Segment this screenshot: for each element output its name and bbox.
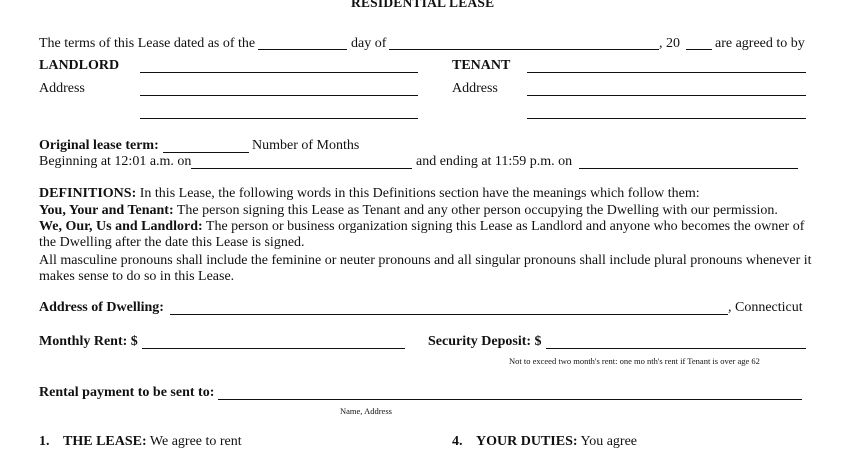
terms-suffix: are agreed to by — [715, 36, 805, 51]
lease-ending-label: and ending at 11:59 p.m. on — [416, 154, 573, 169]
page-title: RESIDENTIAL LEASE — [351, 0, 495, 10]
monthly-rent-field[interactable] — [142, 348, 405, 349]
lease-term-label: Original lease term: — [39, 138, 159, 153]
dwelling-address-suffix: , Connecticut — [728, 300, 803, 315]
lease-date-month-field[interactable] — [389, 49, 659, 50]
tenant-label: TENANT — [452, 58, 511, 73]
dwelling-address-label: Address of Dwelling: — [39, 300, 164, 315]
definition-you-term: You, Your and Tenant: — [39, 203, 174, 218]
security-deposit-label: Security Deposit: $ — [428, 334, 542, 349]
section-1-title: THE LEASE: — [63, 434, 147, 449]
definition-we-line — [39, 219, 804, 235]
terms-prefix: The terms of this Lease dated as of the — [39, 36, 256, 51]
pronouns-text-2: makes sense to do so in this Lease. — [39, 269, 235, 284]
security-deposit-field[interactable] — [546, 348, 806, 349]
lease-term-months-label: Number of Months — [252, 138, 360, 153]
definitions-intro: In this Lease, the following words in this Definitions section have the meanings which follow them: — [139, 186, 700, 201]
lease-beginning-label: Beginning at 12:01 a.m. on — [39, 154, 192, 169]
definition-you-line — [39, 203, 778, 219]
section-1-number: 1. — [39, 434, 50, 449]
lease-date-year-field[interactable] — [686, 49, 712, 50]
landlord-address-field-1[interactable] — [140, 95, 418, 96]
monthly-rent-label: Monthly Rent: $ — [39, 334, 138, 349]
landlord-label: LANDLORD — [39, 58, 120, 73]
rental-payment-field[interactable] — [218, 399, 802, 400]
tenant-address-label: Address — [452, 81, 498, 96]
definition-you-text: The person signing this Lease as Tenant and any other person occupying the Dwelling with our permission. — [176, 203, 778, 218]
section-4-text: You agree — [580, 434, 638, 449]
section-1-text: We agree to rent — [149, 434, 242, 449]
landlord-address-label: Address — [39, 81, 85, 96]
terms-comma-20: , 20 — [659, 36, 680, 51]
terms-day-of: day of — [351, 36, 387, 51]
lease-term-months-field[interactable] — [163, 152, 249, 153]
tenant-name-field[interactable] — [527, 72, 806, 73]
landlord-address-field-2[interactable] — [140, 118, 418, 119]
dwelling-address-field[interactable] — [170, 314, 728, 315]
definition-we-term: We, Our, Us and Landlord: — [39, 219, 203, 234]
lease-date-day-field[interactable] — [258, 49, 347, 50]
definition-we-text-continued: the Dwelling after the date this Lease is signed. — [39, 235, 305, 250]
definitions-intro-line — [39, 186, 700, 202]
section-4-heading — [452, 434, 637, 450]
security-deposit-note: Not to exceed two month's rent: one mo nth's rent if Tenant is over age 62 — [509, 356, 760, 366]
rental-payment-note: Name, Address — [340, 406, 392, 416]
definitions-heading: DEFINITIONS: — [39, 186, 137, 201]
lease-ending-date-field[interactable] — [579, 168, 798, 169]
rental-payment-label: Rental payment to be sent to: — [39, 385, 215, 400]
tenant-address-field-1[interactable] — [527, 95, 806, 96]
landlord-name-field[interactable] — [140, 72, 418, 73]
pronouns-text-1: All masculine pronouns shall include the feminine or neuter pronouns and all singular pronouns shall include plural pronouns whenever it — [39, 253, 812, 268]
section-4-title: YOUR DUTIES: — [476, 434, 578, 449]
definition-we-text: The person or business organization signing this Lease as Landlord and anyone who becomes the owner of — [205, 219, 805, 234]
lease-beginning-date-field[interactable] — [191, 168, 412, 169]
section-4-number: 4. — [452, 434, 463, 449]
section-1-heading — [39, 434, 242, 450]
tenant-address-field-2[interactable] — [527, 118, 806, 119]
